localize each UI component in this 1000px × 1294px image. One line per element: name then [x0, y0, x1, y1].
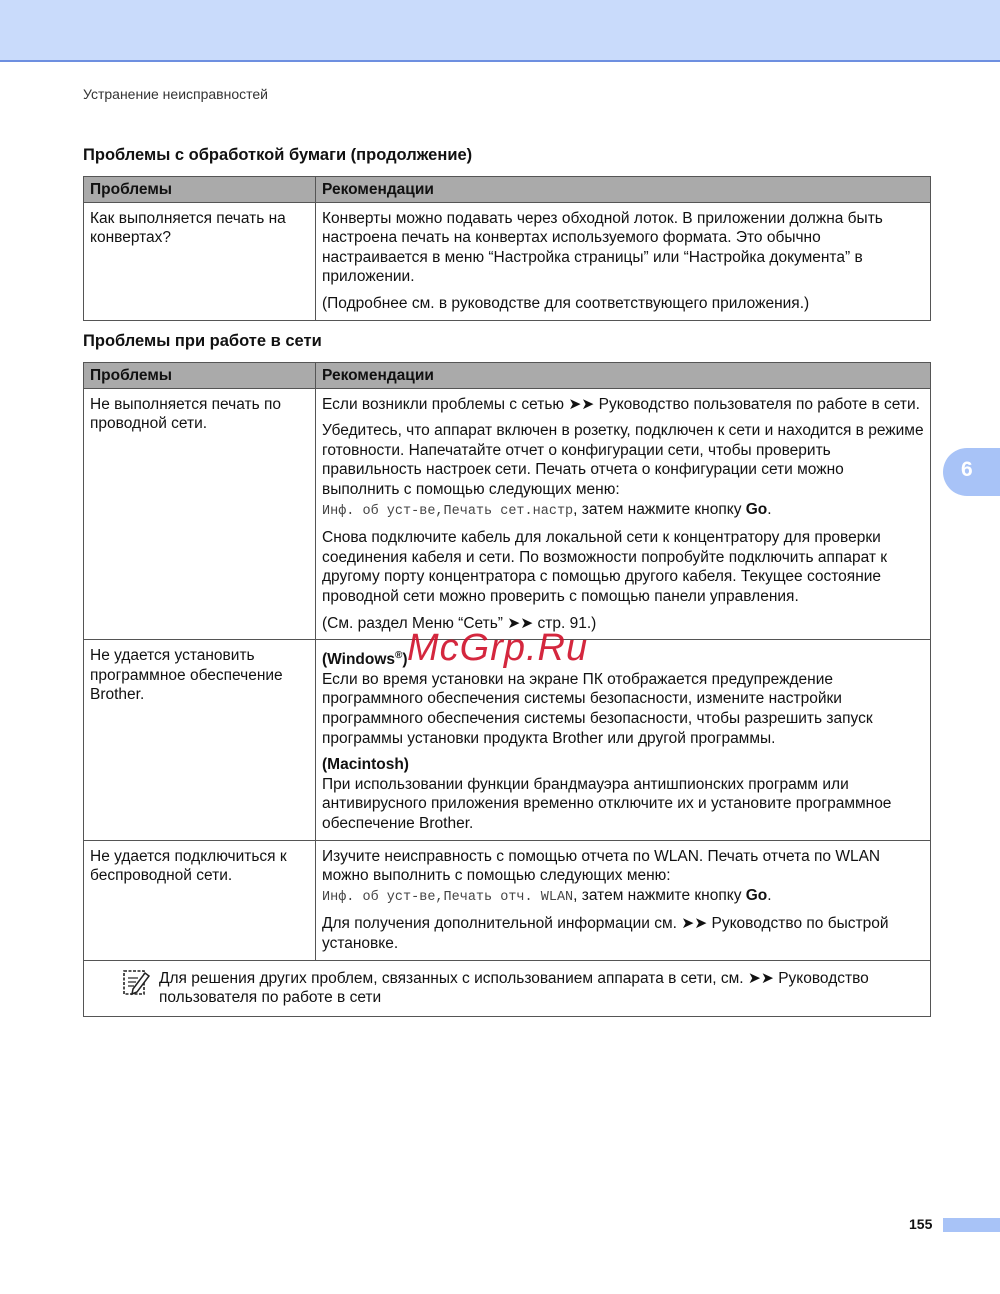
problem-cell: Не удается установить программное обеспечение Brother. — [84, 640, 316, 841]
recommendation-text-body: Убедитесь, что аппарат включен в розетку, подключен к сети и находится в режиме готовности. Напечатайте отчет о конфигурации сети, чтобы проверить правильность настроек сети. Печать отчета о конфигурации сети можно выполнить с помощью следующих меню: — [322, 422, 924, 498]
recommendation-text: Если возникли проблемы с сетью ➤➤ Руководство пользователя по работе в сети. — [322, 395, 920, 413]
table-header-row — [84, 363, 931, 389]
recommendation-text: (См. раздел Меню “Сеть” ➤➤ стр. 91.) — [322, 614, 597, 632]
breadcrumb: Устранение неисправностей — [83, 86, 268, 102]
recommendation-cell — [316, 840, 931, 960]
recommendation-text: Для получения дополнительной информации см. ➤➤ Руководство по быстрой установке. — [322, 915, 889, 952]
top-header-band — [0, 0, 1000, 62]
instruction-tail: , затем нажмите кнопку — [573, 500, 746, 518]
header-recommendations: Рекомендации — [316, 363, 931, 389]
recommendation-text-body: Изучите неисправность с помощью отчета по WLAN. Печать отчета по WLAN можно выполнить с помощью следующих меню: — [322, 847, 881, 885]
chapter-tab — [943, 448, 1000, 496]
paper-handling-table — [83, 176, 931, 321]
table-row — [84, 202, 931, 320]
note-text: Для решения других проблем, связанных с использованием аппарата в сети, см. ➤➤ Руководство пользователя по работе в сети — [159, 969, 869, 1007]
table-header-row — [84, 177, 931, 203]
problem-cell: Не удается подключиться к беспроводной сети. — [84, 840, 316, 960]
windows-heading: (Windows — [322, 651, 396, 669]
recommendation-text: (Подробнее см. в руководстве для соответствующего приложения.) — [322, 294, 810, 312]
table-row — [84, 840, 931, 960]
recommendation-cell — [316, 388, 931, 640]
recommendation-text: Конверты можно подавать через обходной лоток. В приложении должна быть настроена печать на конвертах используемого формата. Это обычно настраивается в меню “Настройка страницы” или “Настройка документа” в приложении. — [322, 209, 883, 286]
section-title-paper: Проблемы с обработкой бумаги (продолжение) — [83, 146, 473, 164]
recommendation-text: Изучите неисправность с помощью отчета по WLAN. Печать отчета по WLAN можно выполнить с помощью следующих меню: Инф. об уст-ве,Печать отч. WLAN, затем нажмите кнопку Go. — [322, 847, 881, 905]
note-cell — [84, 960, 931, 1016]
network-table — [83, 362, 931, 1017]
macintosh-block — [322, 755, 924, 833]
recommendation-cell — [316, 202, 931, 320]
instruction-tail: , затем нажмите кнопку — [573, 886, 746, 904]
registered-mark: ® — [395, 650, 403, 662]
header-recommendations: Рекомендации — [316, 177, 931, 203]
header-problems: Проблемы — [84, 363, 316, 389]
note-row — [84, 960, 931, 1016]
table-row — [84, 388, 931, 640]
problem-cell: Как выполняется печать на конвертах? — [84, 202, 316, 320]
menu-path: Инф. об уст-ве,Печать отч. WLAN — [322, 889, 574, 905]
windows-heading-close: ) — [402, 651, 408, 669]
go-key-label: Go — [745, 886, 768, 904]
recommendation-text: Убедитесь, что аппарат включен в розетку, подключен к сети и находится в режиме готовности. Напечатайте отчет о конфигурации сети, чтобы проверить правильность настроек сети. Печать отчета о конфигурации сети можно выполнить с помощью следующих меню: Инф. об уст-ве,Печать сет.настр, затем нажмите кнопку Go. — [322, 422, 924, 519]
page-number-bar — [943, 1218, 1000, 1232]
watermark: McGrp.Ru — [407, 627, 589, 669]
go-key-label: Go — [745, 500, 768, 518]
menu-path: Инф. об уст-ве,Печать сет.настр — [322, 503, 574, 519]
note-pencil-icon — [121, 967, 151, 997]
macintosh-heading: (Macintosh) — [322, 756, 409, 774]
problem-cell: Не выполняется печать по проводной сети. — [84, 388, 316, 640]
windows-text: Если во время установки на экране ПК отображается предупреждение программного обеспечения системы безопасности, измените настройки программного обеспечения системы безопасности, чтобы разрешить запуск программы установки продукта Brother или другой программы. — [322, 670, 873, 747]
chapter-number: 6 — [961, 458, 973, 481]
section-title-network: Проблемы при работе в сети — [83, 332, 322, 350]
recommendation-text: Снова подключите кабель для локальной сети к концентратору для проверки соединения кабеля и сети. По возможности попробуйте подключить аппарат к другому порту концентратора с помощью другого кабеля. Текущее состояние проводной сети можно проверить с помощью панели управления. — [322, 529, 888, 605]
macintosh-text: При использовании функции брандмауэра антишпионских программ или антивирусного приложения временно отключите их и установите программное обеспечение Brother. — [322, 775, 892, 833]
page-number: 155 — [909, 1216, 933, 1232]
header-problems: Проблемы — [84, 177, 316, 203]
